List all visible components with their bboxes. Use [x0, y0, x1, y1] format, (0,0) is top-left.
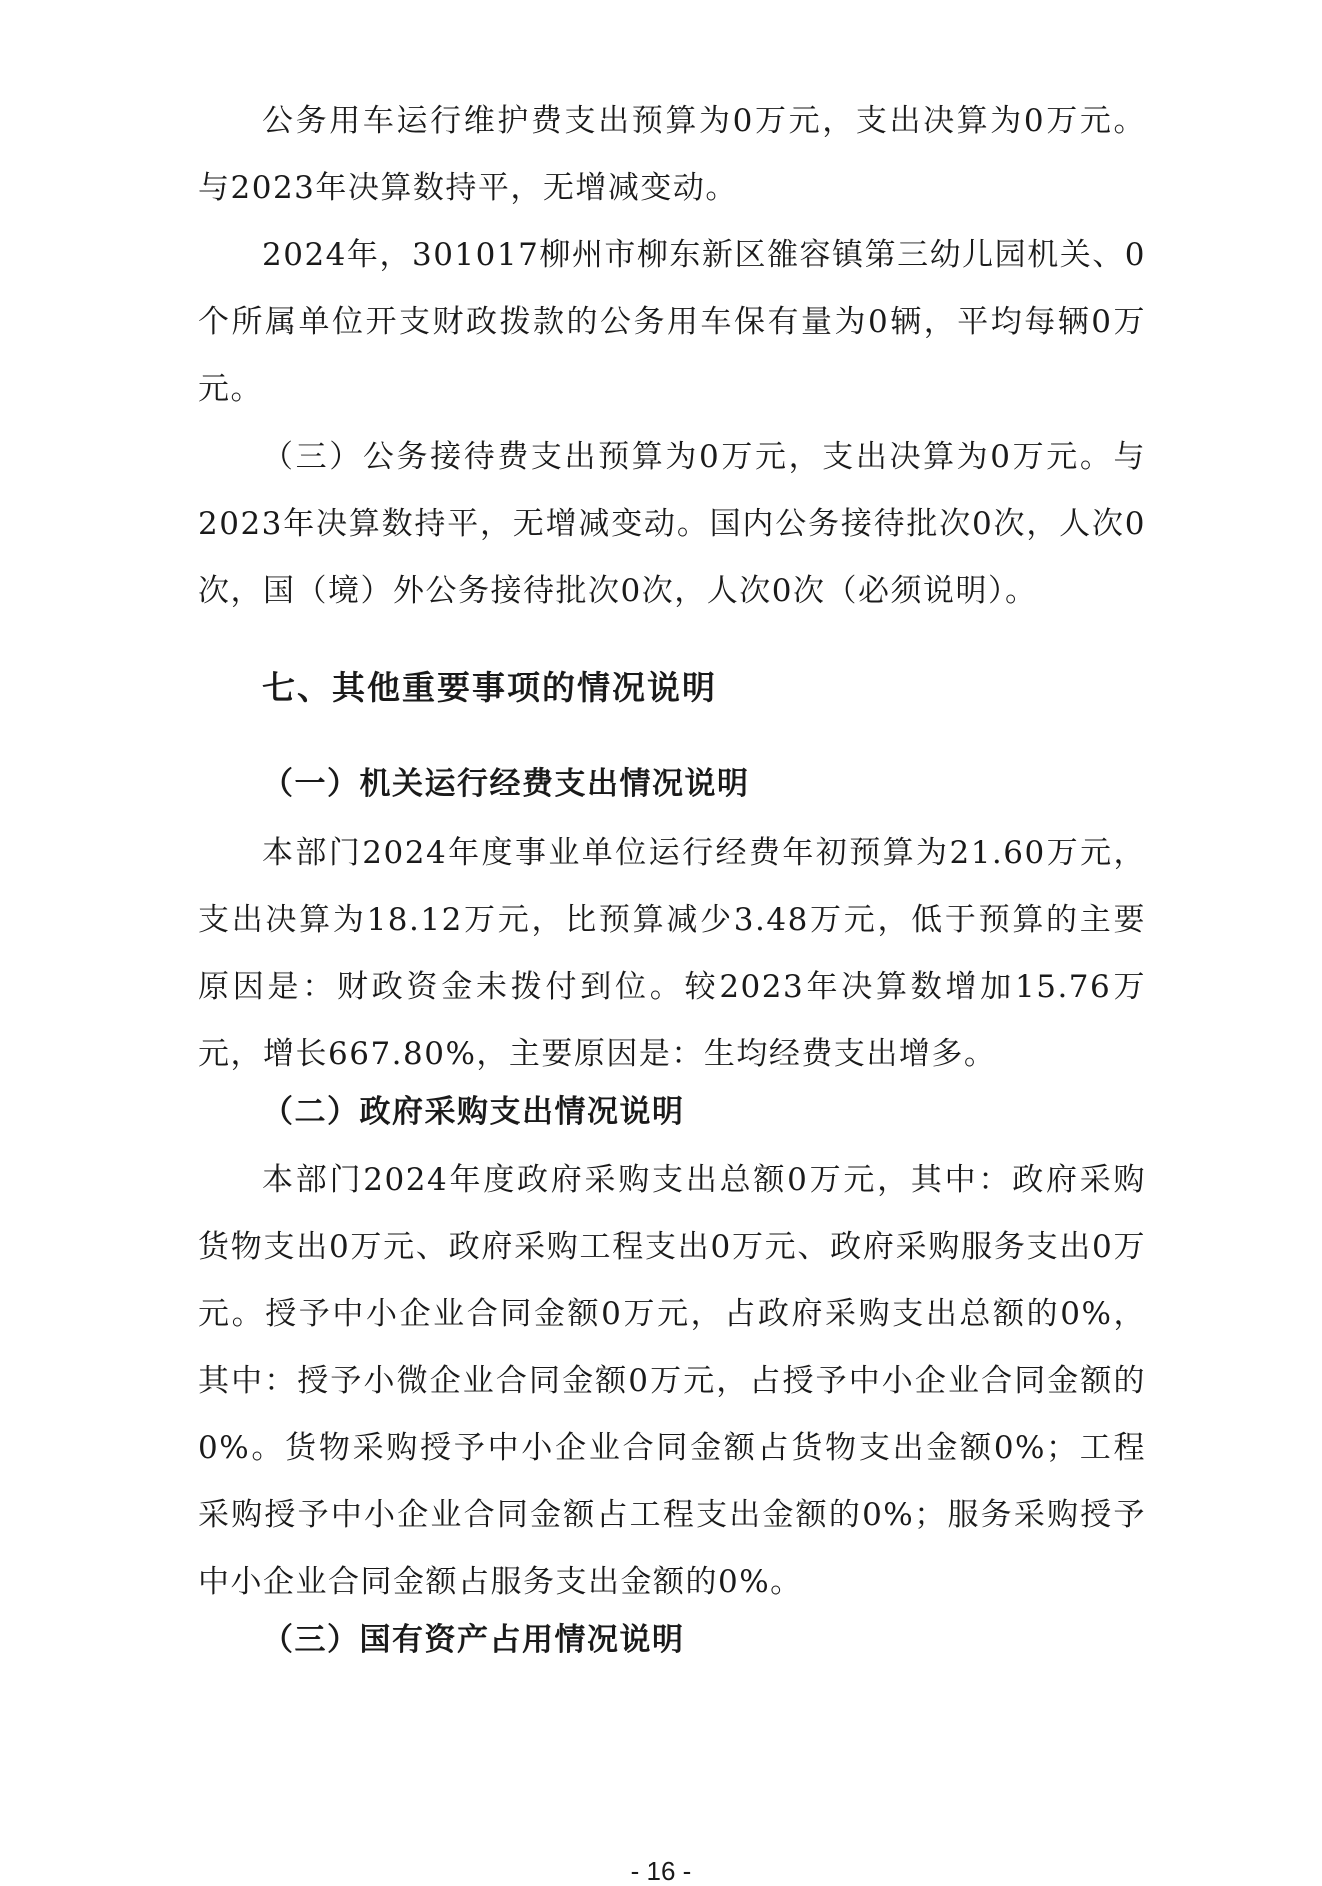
paragraph-text: 本部门2024年度政府采购支出总额0万元，其中：政府采购货物支出0万元、政府采购工程支出0万元、政府采购服务支出0万元。授予中小企业合同金额0万元，占政府采购支出总额的0%，其中：授予小微企业合同金额0万元，占授予中小企业合同金额的0%。货物采购授予中小企业合同金额占货物支出金额0%；工程采购授予中小企业合同金额占工程支出金额的0%；服务采购授予中小企业合同金额占服务支出金额的0%。 — [198, 1162, 1146, 1600]
paragraph-text: （三）公务接待费支出预算为0万元，支出决算为0万元。与2023年决算数持平，无增减变动。国内公务接待批次0次，人次0次，国（境）外公务接待批次0次，人次0次（必须说明）。 — [198, 439, 1146, 609]
paragraph-operation-expense — [198, 820, 1146, 1088]
subheading-government-procurement: （二）政府采购支出情况说明 — [262, 1094, 685, 1130]
paragraph-vehicle-count — [198, 222, 1146, 423]
paragraph-text: 本部门2024年度事业单位运行经费年初预算为21.60万元，支出决算为18.12万元，比预算减少3.48万元，低于预算的主要原因是：财政资金未拨付到位。较2023年决算数增加15.76万元，增长667.80%，主要原因是：生均经费支出增多。 — [198, 835, 1146, 1072]
paragraph-text: 公务用车运行维护费支出预算为0万元，支出决算为0万元。与2023年决算数持平，无增减变动。 — [198, 103, 1146, 206]
subheading-agency-operation: （一）机关运行经费支出情况说明 — [262, 766, 750, 802]
paragraph-reception-expense — [198, 424, 1146, 625]
section-heading-other-matters: 七、其他重要事项的情况说明 — [262, 668, 717, 707]
subheading-state-assets: （三）国有资产占用情况说明 — [262, 1622, 685, 1658]
paragraph-vehicle-maintenance — [198, 88, 1146, 222]
paragraph-procurement — [198, 1147, 1146, 1616]
page-number: - 16 - — [630, 1856, 692, 1886]
paragraph-text: 2024年，301017柳州市柳东新区雒容镇第三幼儿园机关、0个所属单位开支财政拨款的公务用车保有量为0辆，平均每辆0万元。 — [198, 237, 1146, 407]
